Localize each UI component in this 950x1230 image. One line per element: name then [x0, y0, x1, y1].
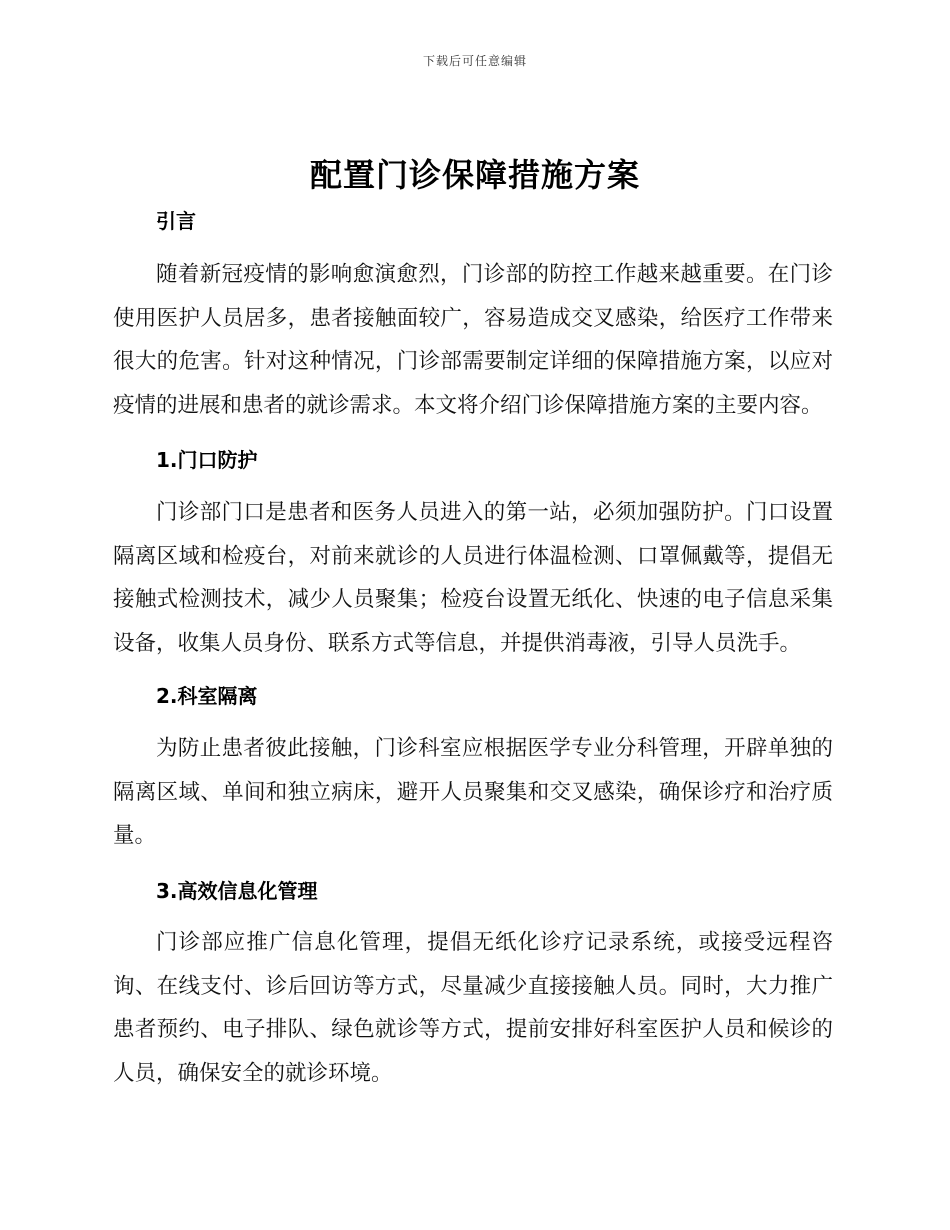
section-heading-intro: 引言: [156, 209, 196, 233]
section-body-intro: 随着新冠疫情的影响愈演愈烈，门诊部的防控工作越来越重要。在门诊使用医护人员居多，患者接触面较广，容易造成交叉感染，给医疗工作带来很大的危害。针对这种情况，门诊部需要制定详细的保障措施方案，以应对疫情的进展和患者的就诊需求。本文将介绍门诊保障措施方案的主要内容。: [113, 262, 833, 418]
section-body-door-protection: 门诊部门口是患者和医务人员进入的第一站，必须加强防护。门口设置隔离区域和检疫台，对前来就诊的人员进行体温检测、口罩佩戴等，提倡无接触式检测技术，减少人员聚集；检疫台设置无纸化、快速的电子信息采集设备，收集人员身份、联系方式等信息，并提供消毒液，引导人员洗手。: [113, 500, 833, 656]
section-body-department-isolation: 为防止患者彼此接触，门诊科室应根据医学专业分科管理，开辟单独的隔离区域、单间和独立病床，避开人员聚集和交叉感染，确保诊疗和治疗质量。: [113, 736, 833, 848]
header-note: 下载后可任意编辑: [422, 54, 527, 68]
document-title: 配置门诊保障措施方案: [309, 156, 640, 194]
section-body-information-management: 门诊部应推广信息化管理，提倡无纸化诊疗记录系统，或接受远程咨询、在线支付、诊后回访等方式，尽量减少直接接触人员。同时，大力推广患者预约、电子排队、绿色就诊等方式，提前安排好科室医护人员和候诊的人员，确保安全的就诊环境。: [113, 930, 833, 1086]
section-heading-department-isolation: 2.科室隔离: [156, 684, 258, 708]
section-heading-door-protection: 1.门口防护: [156, 448, 258, 472]
section-heading-information-management: 3.高效信息化管理: [156, 879, 318, 903]
